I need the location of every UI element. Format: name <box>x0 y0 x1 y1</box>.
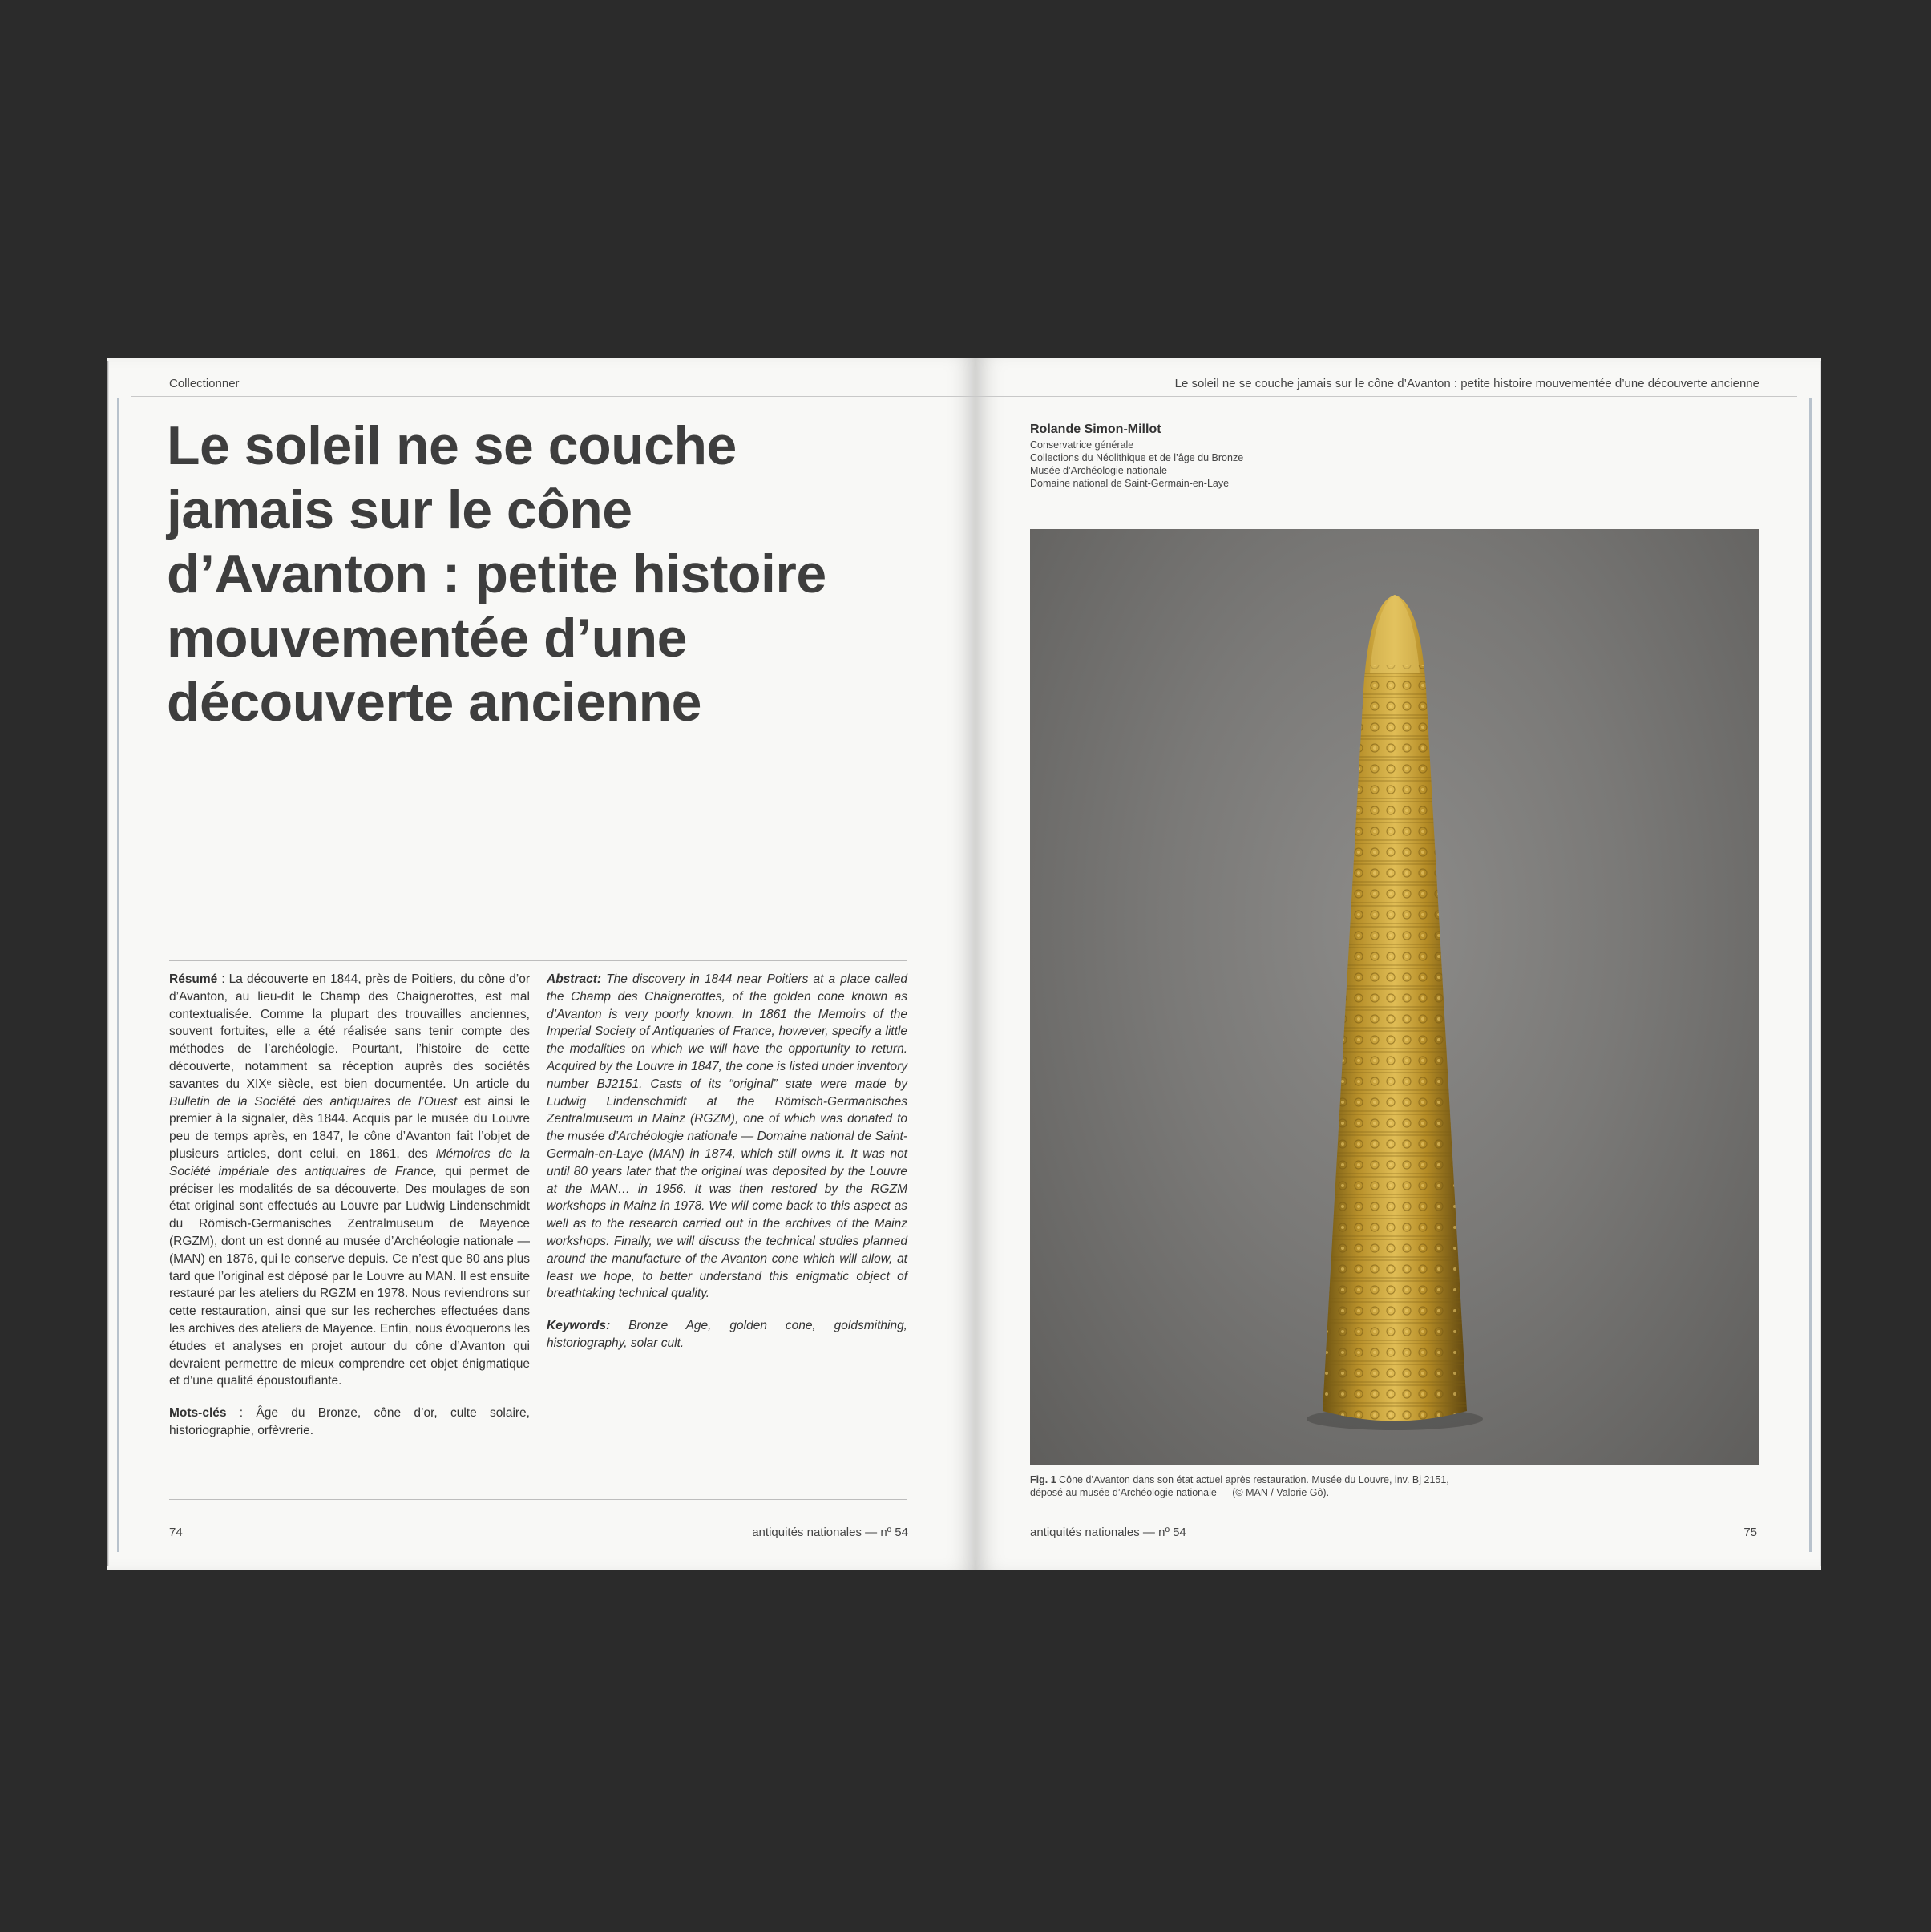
section-label: Collectionner <box>169 377 240 390</box>
keywords-paragraph <box>547 1317 907 1352</box>
left-page <box>107 358 976 1570</box>
mots-cles-paragraph <box>169 1405 530 1440</box>
author-line: Musée d’Archéologie nationale - <box>1030 465 1174 476</box>
resume-italic: Bulletin de la Société des antiquaires de l’Ouest <box>169 1094 458 1109</box>
title-line: Le soleil ne se couche <box>167 415 737 476</box>
page-number: 74 <box>169 1526 183 1539</box>
figure-label: Fig. 1 <box>1030 1474 1056 1485</box>
header-rule <box>131 396 976 397</box>
right-page <box>976 358 1821 1570</box>
header-rule <box>976 396 1797 397</box>
title-line: mouvementée d’une <box>167 608 687 669</box>
abstract-label: Abstract: <box>547 972 602 986</box>
figure-caption <box>1030 1473 1449 1499</box>
article-title <box>167 414 936 734</box>
resume-text: : La découverte en 1844, près de Poitiers, du cône d’or d’Avanton, au lieu-dit le Champ des Chaignerottes, est mal contextualisée. Comme la plupart des trouvailles anciennes, souvent fortuites, elle a été réalisée sans tenir compte des méthodes de l’archéologie. Pourtant, l’histoire de cette découverte, notamment sa réception auprès des sociétés savantes du XIXᵉ siècle, est bien documentée. Un article du <box>169 972 530 1091</box>
journal-name: antiquités nationales — nº 54 <box>1030 1526 1186 1539</box>
golden-cone-illustration <box>1030 529 1759 1465</box>
resume-column <box>169 971 530 1440</box>
magazine-spread <box>107 358 1821 1570</box>
resume-text: qui permet de préciser les modalités de sa découverte. Des moulages de son état original sont effectués au Louvre par Ludwig Lindenschmidt du Römisch-Germanisches Zentralmuseum de Mayence (RGZM), dont un est donné au musée d’Archéologie nationale — (MAN) en 1876, qui le conserve depuis. Ce n’est que 80 ans plus tard que l’original est déposé par le Louvre au MAN. Il est ensuite restauré par les ateliers du RGZM en 1978. Nous reviendrons sur cette restauration, ainsi que sur les recherches effectuées dans les archives des ateliers de Mayence. Enfin, nous évoquerons les études et analyses en projet autour du cône d’Avanton qui devraient permettre de mieux comprendre cet objet énigmatique et d’une qualité époustouflante. <box>169 1164 530 1388</box>
title-line: d’Avanton : petite histoire <box>167 544 826 604</box>
abstract-column <box>547 971 907 1352</box>
author-name: Rolande Simon-Millot <box>1030 422 1161 436</box>
running-head: Le soleil ne se couche jamais sur le cône d’Avanton : petite histoire mouvementée d’une découverte ancienne <box>1174 377 1759 390</box>
cone-tip-highlight <box>1370 595 1420 673</box>
resume-paragraph <box>169 971 530 1390</box>
mots-cles-text: : Âge du Bronze, cône d’or, culte solaire, historiographie, orfèvrerie. <box>169 1406 530 1437</box>
abstract-top-rule <box>169 960 907 961</box>
cone-decoration <box>1311 665 1479 1427</box>
page-number: 75 <box>1743 1526 1757 1539</box>
page-edge <box>1820 361 1821 1566</box>
page-edge <box>107 361 109 1566</box>
abstract-paragraph <box>547 971 907 1303</box>
binding-line <box>1809 398 1812 1552</box>
abstract-bottom-rule <box>169 1499 907 1500</box>
title-line: découverte ancienne <box>167 672 701 733</box>
mots-cles-label: Mots-clés <box>169 1406 227 1421</box>
author-block <box>1030 423 1243 490</box>
journal-name: antiquités nationales — nº 54 <box>752 1526 908 1539</box>
golden-cone-photo <box>1030 529 1759 1465</box>
abstract-text: The discovery in 1844 near Poitiers at a place called the Champ des Chaignerottes, of the golden cone known as d’Avanton is very poorly known. In 1861 the Memoirs of the Imperial Society of Antiquaries of France, however, specify a little the modalities on which we will have the opportunity to return. Acquired by the Louvre in 1847, the cone is listed under inventory number BJ2151. Casts of its “original” state were made by Ludwig Lindenschmidt at the Römisch-Germanisches Zentralmuseum in Mainz (RGZM), one of which was donated to the musée d’Archéologie nationale — Domaine national de Saint-Germain-en-Laye (MAN) in 1874, which still owns it. It was not until 80 years later that the original was deposited by the Louvre at the MAN… in 1956. It was then restored by the RGZM workshops in Mainz in 1978. We will come back to this aspect as well as to the research carried out in the archives of the Mainz workshops. Finally, we will discuss the technical studies planned around the manufacture of the Avanton cone which will allow, at least we hope, to better understand this enigmatic object of breathtaking technical quality. <box>547 972 907 1301</box>
title-line: jamais sur le cône <box>167 479 632 540</box>
keywords-text: Bronze Age, golden cone, goldsmithing, historiography, solar cult. <box>547 1319 907 1350</box>
keywords-label: Keywords: <box>547 1319 611 1333</box>
resume-italic: Mémoires de la Société impériale des antiquaires de France, <box>169 1146 530 1178</box>
author-line: Conservatrice générale <box>1030 439 1134 451</box>
resume-text: est ainsi le premier à la signaler, dès 1844. Acquis par le musée du Louvre peu de temps après, en 1847, le cône d’Avanton fait l’objet de plusieurs articles, dont celui, en 1861, des <box>169 1094 530 1161</box>
binding-line <box>117 398 119 1552</box>
caption-line-2: déposé au musée d’Archéologie nationale — (© MAN / Valorie Gô). <box>1030 1487 1330 1498</box>
author-line: Domaine national de Saint-Germain-en-Laye <box>1030 478 1230 489</box>
caption-line-1 <box>1030 1473 1449 1486</box>
author-line: Collections du Néolithique et de l’âge du Bronze <box>1030 452 1244 463</box>
resume-label: Résumé <box>169 972 218 986</box>
caption-text: Cône d’Avanton dans son état actuel après restauration. Musée du Louvre, inv. Bj 2151, <box>1056 1474 1449 1485</box>
